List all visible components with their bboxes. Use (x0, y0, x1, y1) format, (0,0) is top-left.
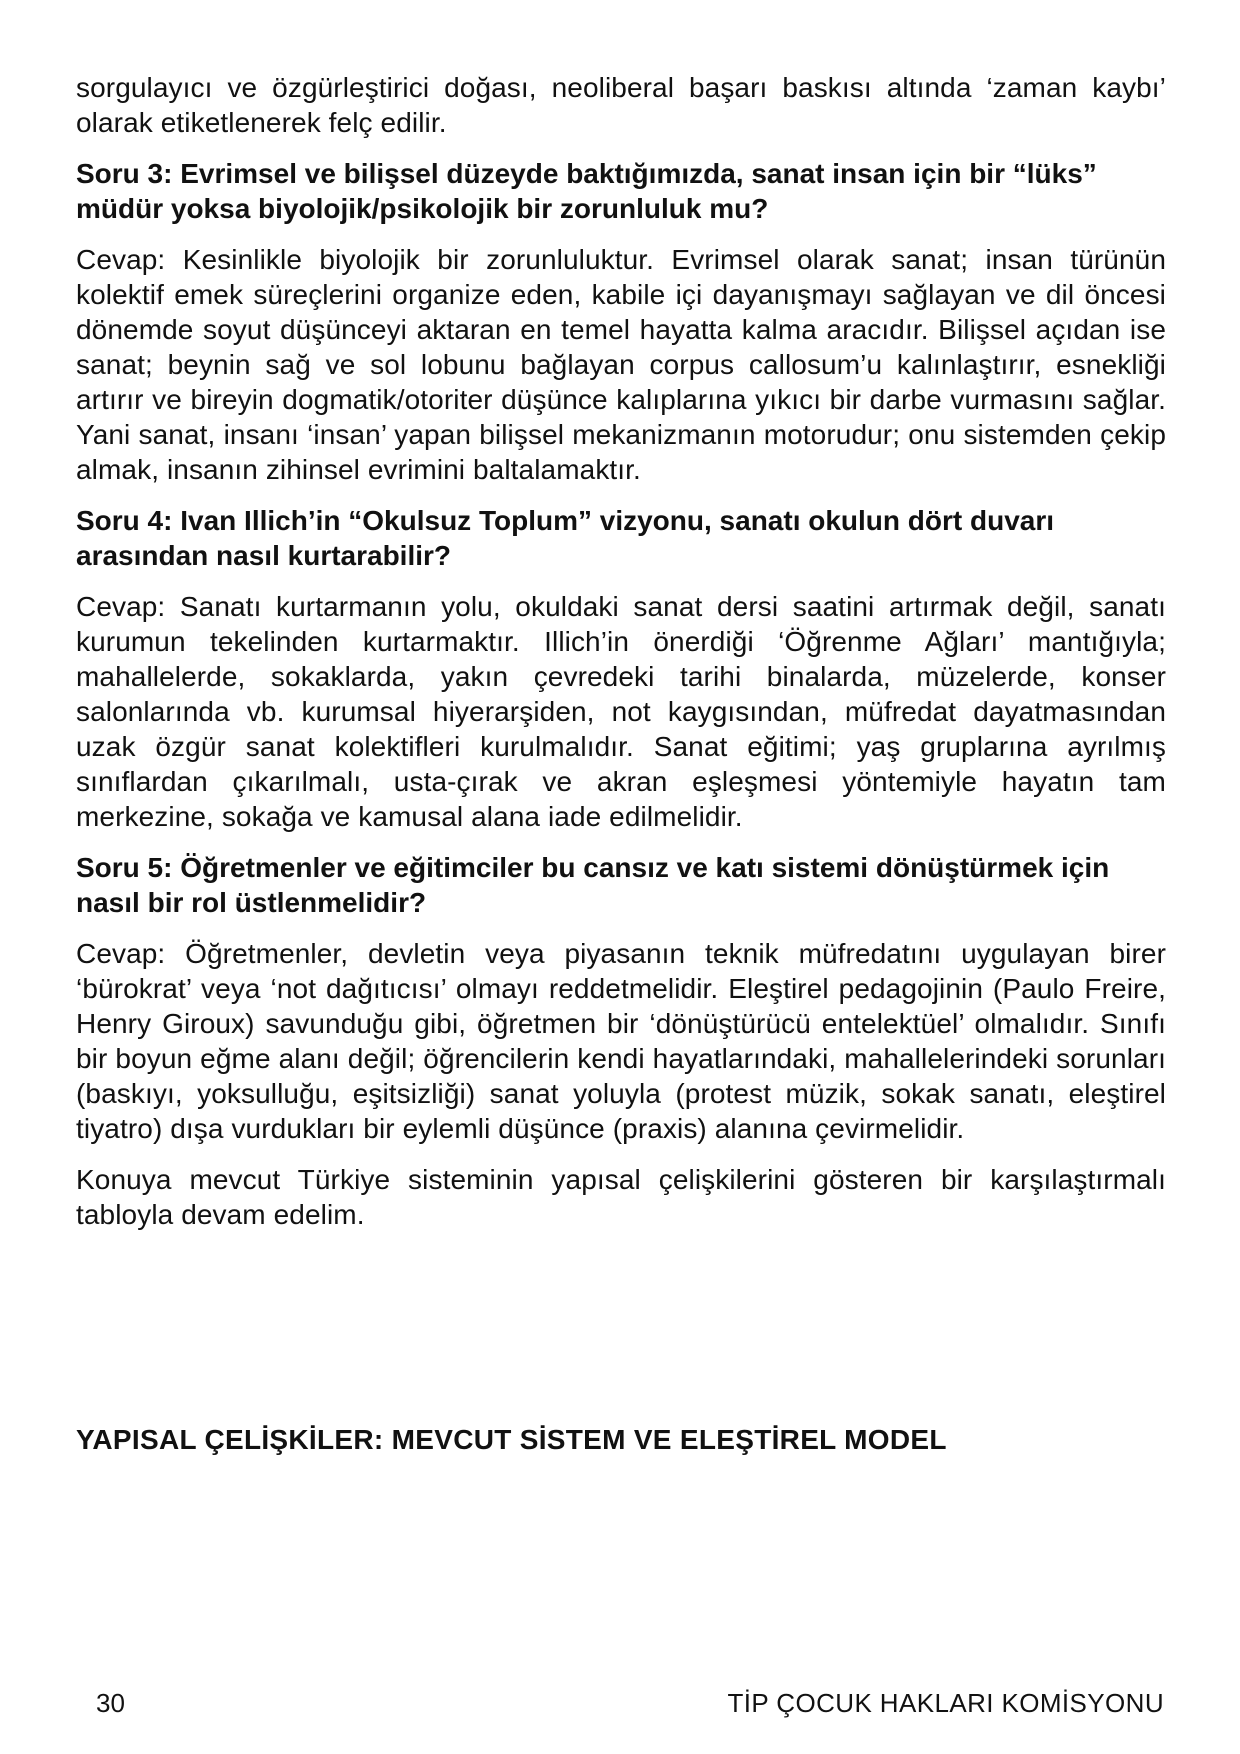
question-4: Soru 4: Ivan Illich’in “Okulsuz Toplum” vizyonu, sanatı okulun dört duvarı arasından nasıl kurtarabilir? (76, 505, 1055, 571)
answer-5: Cevap: Öğretmenler, devletin veya piyasanın teknik müfredatını uygulayan birer ‘bürokrat’ veya ‘not dağıtıcısı’ olmayı reddetmelidir. Eleştirel pedagojinin (Paulo Freire, Henry Giroux) savunduğu gibi, öğretmen bir ‘dönüştürücü entelektüel’ olmalıdır. Sınıfı bir boyun eğme alanı değil; öğrencilerin kendi hayatlarındaki, mahallelerindeki sorunları (baskıyı, yoksulluğu, eşitsizliği) sanat yoluyla (protest müzik, sokak sanatı, eleştirel tiyatro) dışa vurdukları bir eylemli düşünce (praxis) alanına çevirmelidir. (76, 938, 1166, 1144)
page-number: 30 (96, 1688, 125, 1718)
footer-title: TİP ÇOCUK HAKLARI KOMİSYONU (727, 1688, 1164, 1718)
document-body (76, 70, 1166, 1248)
transition-paragraph: Konuya mevcut Türkiye sisteminin yapısal çelişkilerini gösteren bir karşılaştırmalı tabloyla devam edelim. (76, 1164, 1166, 1230)
question-5: Soru 5: Öğretmenler ve eğitimciler bu cansız ve katı sistemi dönüştürmek için nasıl bir rol üstlenmelidir? (76, 852, 1110, 918)
question-3: Soru 3: Evrimsel ve bilişsel düzeyde baktığımızda, sanat insan için bir “lüks” müdür yoksa biyolojik/psikolojik bir zorunluluk mu? (76, 158, 1097, 224)
answer-4: Cevap: Sanatı kurtarmanın yolu, okuldaki sanat dersi saatini artırmak değil, sanatı kurumun tekelinden kurtarmaktır. Illich’in önerdiği ‘Öğrenme Ağları’ mantığıyla; mahallelerde, sokaklarda, yakın çevredeki tarihi binalarda, müzelerde, konser salonlarında vb. kurumsal hiyerarşiden, not kaygısından, müfredat dayatmasından uzak özgür sanat kolektifleri kurulmalıdır. Sanat eğitimi; yaş gruplarına ayrılmış sınıflardan çıkarılmalı, usta-çırak ve akran eşleşmesi yöntemiyle hayatın tam merkezine, sokağa ve kamusal alana iade edilmelidir. (76, 591, 1166, 832)
answer-3: Cevap: Kesinlikle biyolojik bir zorunluluktur. Evrimsel olarak sanat; insan türünün kolektif emek süreçlerini organize eden, kabile içi dayanışmayı sağlayan ve dil öncesi dönemde soyut düşünceyi aktaran en temel hayatta kalma aracıdır. Bilişsel açıdan ise sanat; beynin sağ ve sol lobunu bağlayan corpus callosum’u kalınlaştırır, esnekliği artırır ve bireyin dogmatik/otoriter düşünce kalıplarına yıkıcı bir darbe vurmasını sağlar. Yani sanat, insanı ‘insan’ yapan bilişsel mekanizmanın motorudur; onu sistemden çekip almak, insanın zihinsel evrimini baltalamaktır. (76, 244, 1166, 485)
section-heading: YAPISAL ÇELİŞKİLER: MEVCUT SİSTEM VE ELEŞTİREL MODEL (76, 1424, 947, 1455)
paragraph-continuation: sorgulayıcı ve özgürleştirici doğası, neoliberal başarı baskısı altında ‘zaman kaybı’ olarak etiketlenerek felç edilir. (76, 72, 1166, 138)
